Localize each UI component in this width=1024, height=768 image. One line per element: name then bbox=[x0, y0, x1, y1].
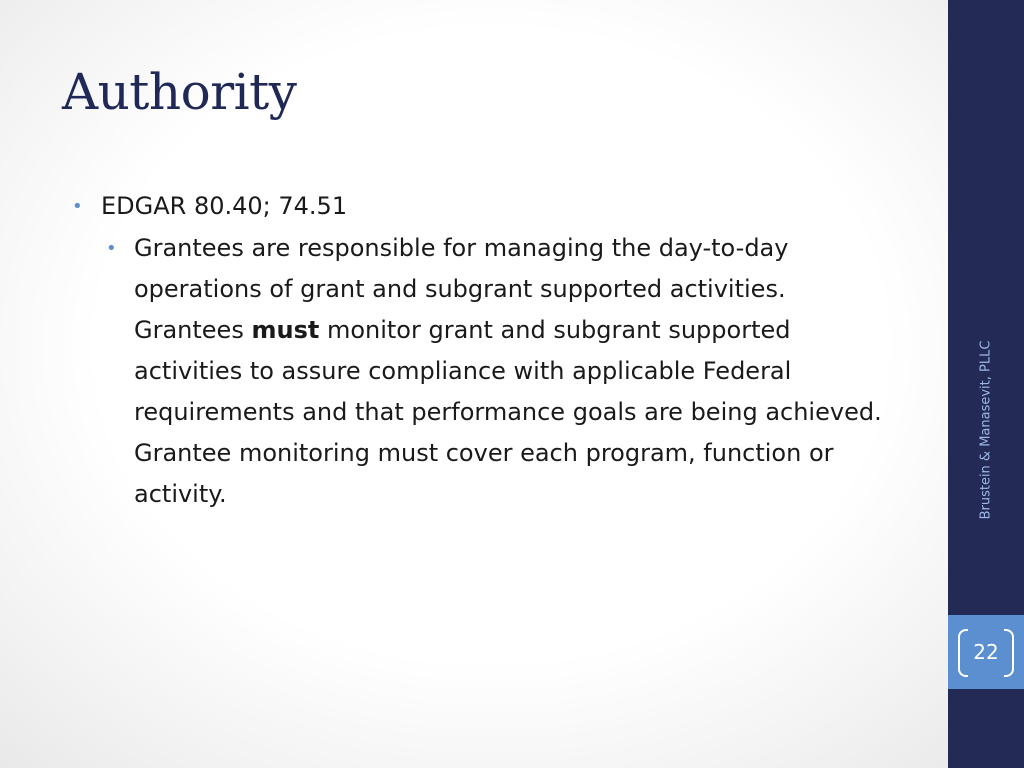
bullet-dot-icon: • bbox=[106, 238, 117, 259]
slide-title: Authority bbox=[62, 63, 297, 121]
page-number: 22 bbox=[973, 640, 999, 664]
emphasis-must: must bbox=[251, 316, 320, 344]
bullet-level-1 bbox=[72, 186, 912, 227]
page-number-box bbox=[948, 615, 1024, 689]
footer-text: Brustein & Manasevit, PLLC bbox=[978, 340, 994, 520]
sub-bullet-text-part: Grantees are responsible for managing the day-to-day operations of grant and subgrant supported activities. Grantees bbox=[134, 234, 789, 344]
slide-content bbox=[72, 186, 912, 515]
sub-bullet-text-part: monitor grant and subgrant supported activities to assure compliance with applicable Federal requirements and that performance goals are being achieved. Grantee monitoring must cover each program, function or activity. bbox=[134, 316, 882, 508]
sidebar-footer bbox=[948, 260, 1024, 600]
bullet-level-2 bbox=[106, 228, 894, 515]
sub-bullet-text bbox=[134, 234, 882, 508]
bullet-text: EDGAR 80.40; 74.51 bbox=[101, 192, 348, 220]
right-sidebar bbox=[948, 0, 1024, 768]
bullet-dot-icon: • bbox=[72, 196, 83, 217]
